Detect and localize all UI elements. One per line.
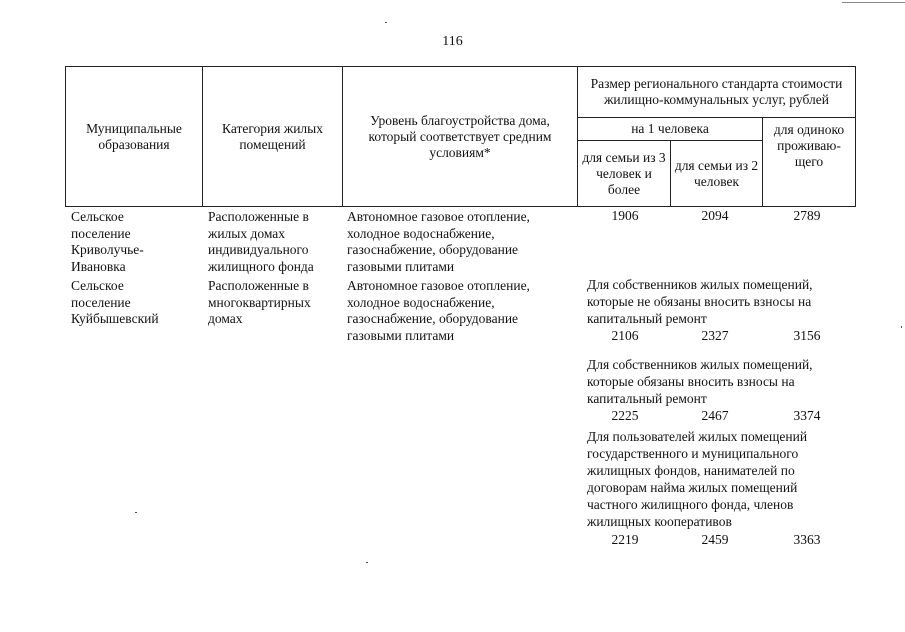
header-per-person: на 1 человека: [578, 118, 763, 141]
group1-value-single: 3156: [793, 328, 821, 343]
header-category: Категория жилых помещений: [203, 67, 343, 207]
header-family3: для семьи из 3 человек и более: [578, 141, 671, 207]
group1-value-family3: 2106: [611, 328, 639, 343]
row1-value-family3: 1906: [611, 208, 639, 223]
scan-speck: [135, 512, 137, 513]
group3-value-family3: 2219: [611, 532, 639, 547]
table-header: [65, 66, 856, 207]
header-family2: для семьи из 2 человек: [671, 141, 763, 207]
header-municipal: Муниципальные образования: [66, 67, 203, 207]
row2-category: Расположенные в многоквартирных домах: [208, 278, 311, 326]
header-size-title: Размер регионального стандарта стоимости жилищно-коммунальных услуг, рублей: [578, 67, 856, 118]
row1-value-family2: 2094: [701, 208, 729, 223]
group1-value-family2: 2327: [701, 328, 729, 343]
group2-value-single: 3374: [793, 408, 821, 423]
scan-speck: [366, 562, 368, 563]
row1-value-single: 2789: [793, 208, 821, 223]
scan-speck: [385, 22, 387, 23]
group2-note: Для собственников жилых помещений, которые обязаны вносить взносы на капитальный ремонт: [587, 357, 813, 406]
scan-speck: [901, 326, 902, 328]
row1-category: Расположенные в жилых домах индивидуального жилищного фонда: [208, 209, 314, 274]
group2-value-family3: 2225: [611, 408, 639, 423]
row1-municipal: Сельское поселение Криволучье- Ивановка: [71, 209, 144, 274]
header-single: для одиноко проживаю-щего: [763, 118, 856, 207]
group3-note: Для пользователей жилых помещений государственного и муниципального жилищных фондов, нанимателей по договорам найма жилых помещений частного жилищного фонда, членов жилищных кооперативов: [587, 429, 808, 529]
row2-municipal: Сельское поселение Куйбышевский: [71, 278, 159, 326]
group2-value-family2: 2467: [701, 408, 729, 423]
row1-level: Автономное газовое отопление, холодное водоснабжение, газоснабжение, оборудование газовыми плитами: [347, 209, 530, 274]
row2-level: Автономное газовое отопление, холодное водоснабжение, газоснабжение, оборудование газовыми плитами: [347, 278, 530, 343]
page-edge-line: [842, 2, 905, 3]
header-level: Уровень благоустройства дома, который соответствует средним условиям*: [343, 67, 578, 207]
group3-value-family2: 2459: [701, 532, 729, 547]
page-number: 116: [442, 34, 463, 49]
group3-value-single: 3363: [793, 532, 821, 547]
group1-note: Для собственников жилых помещений, которые не обязаны вносить взносы на капитальный ремонт: [587, 277, 813, 326]
